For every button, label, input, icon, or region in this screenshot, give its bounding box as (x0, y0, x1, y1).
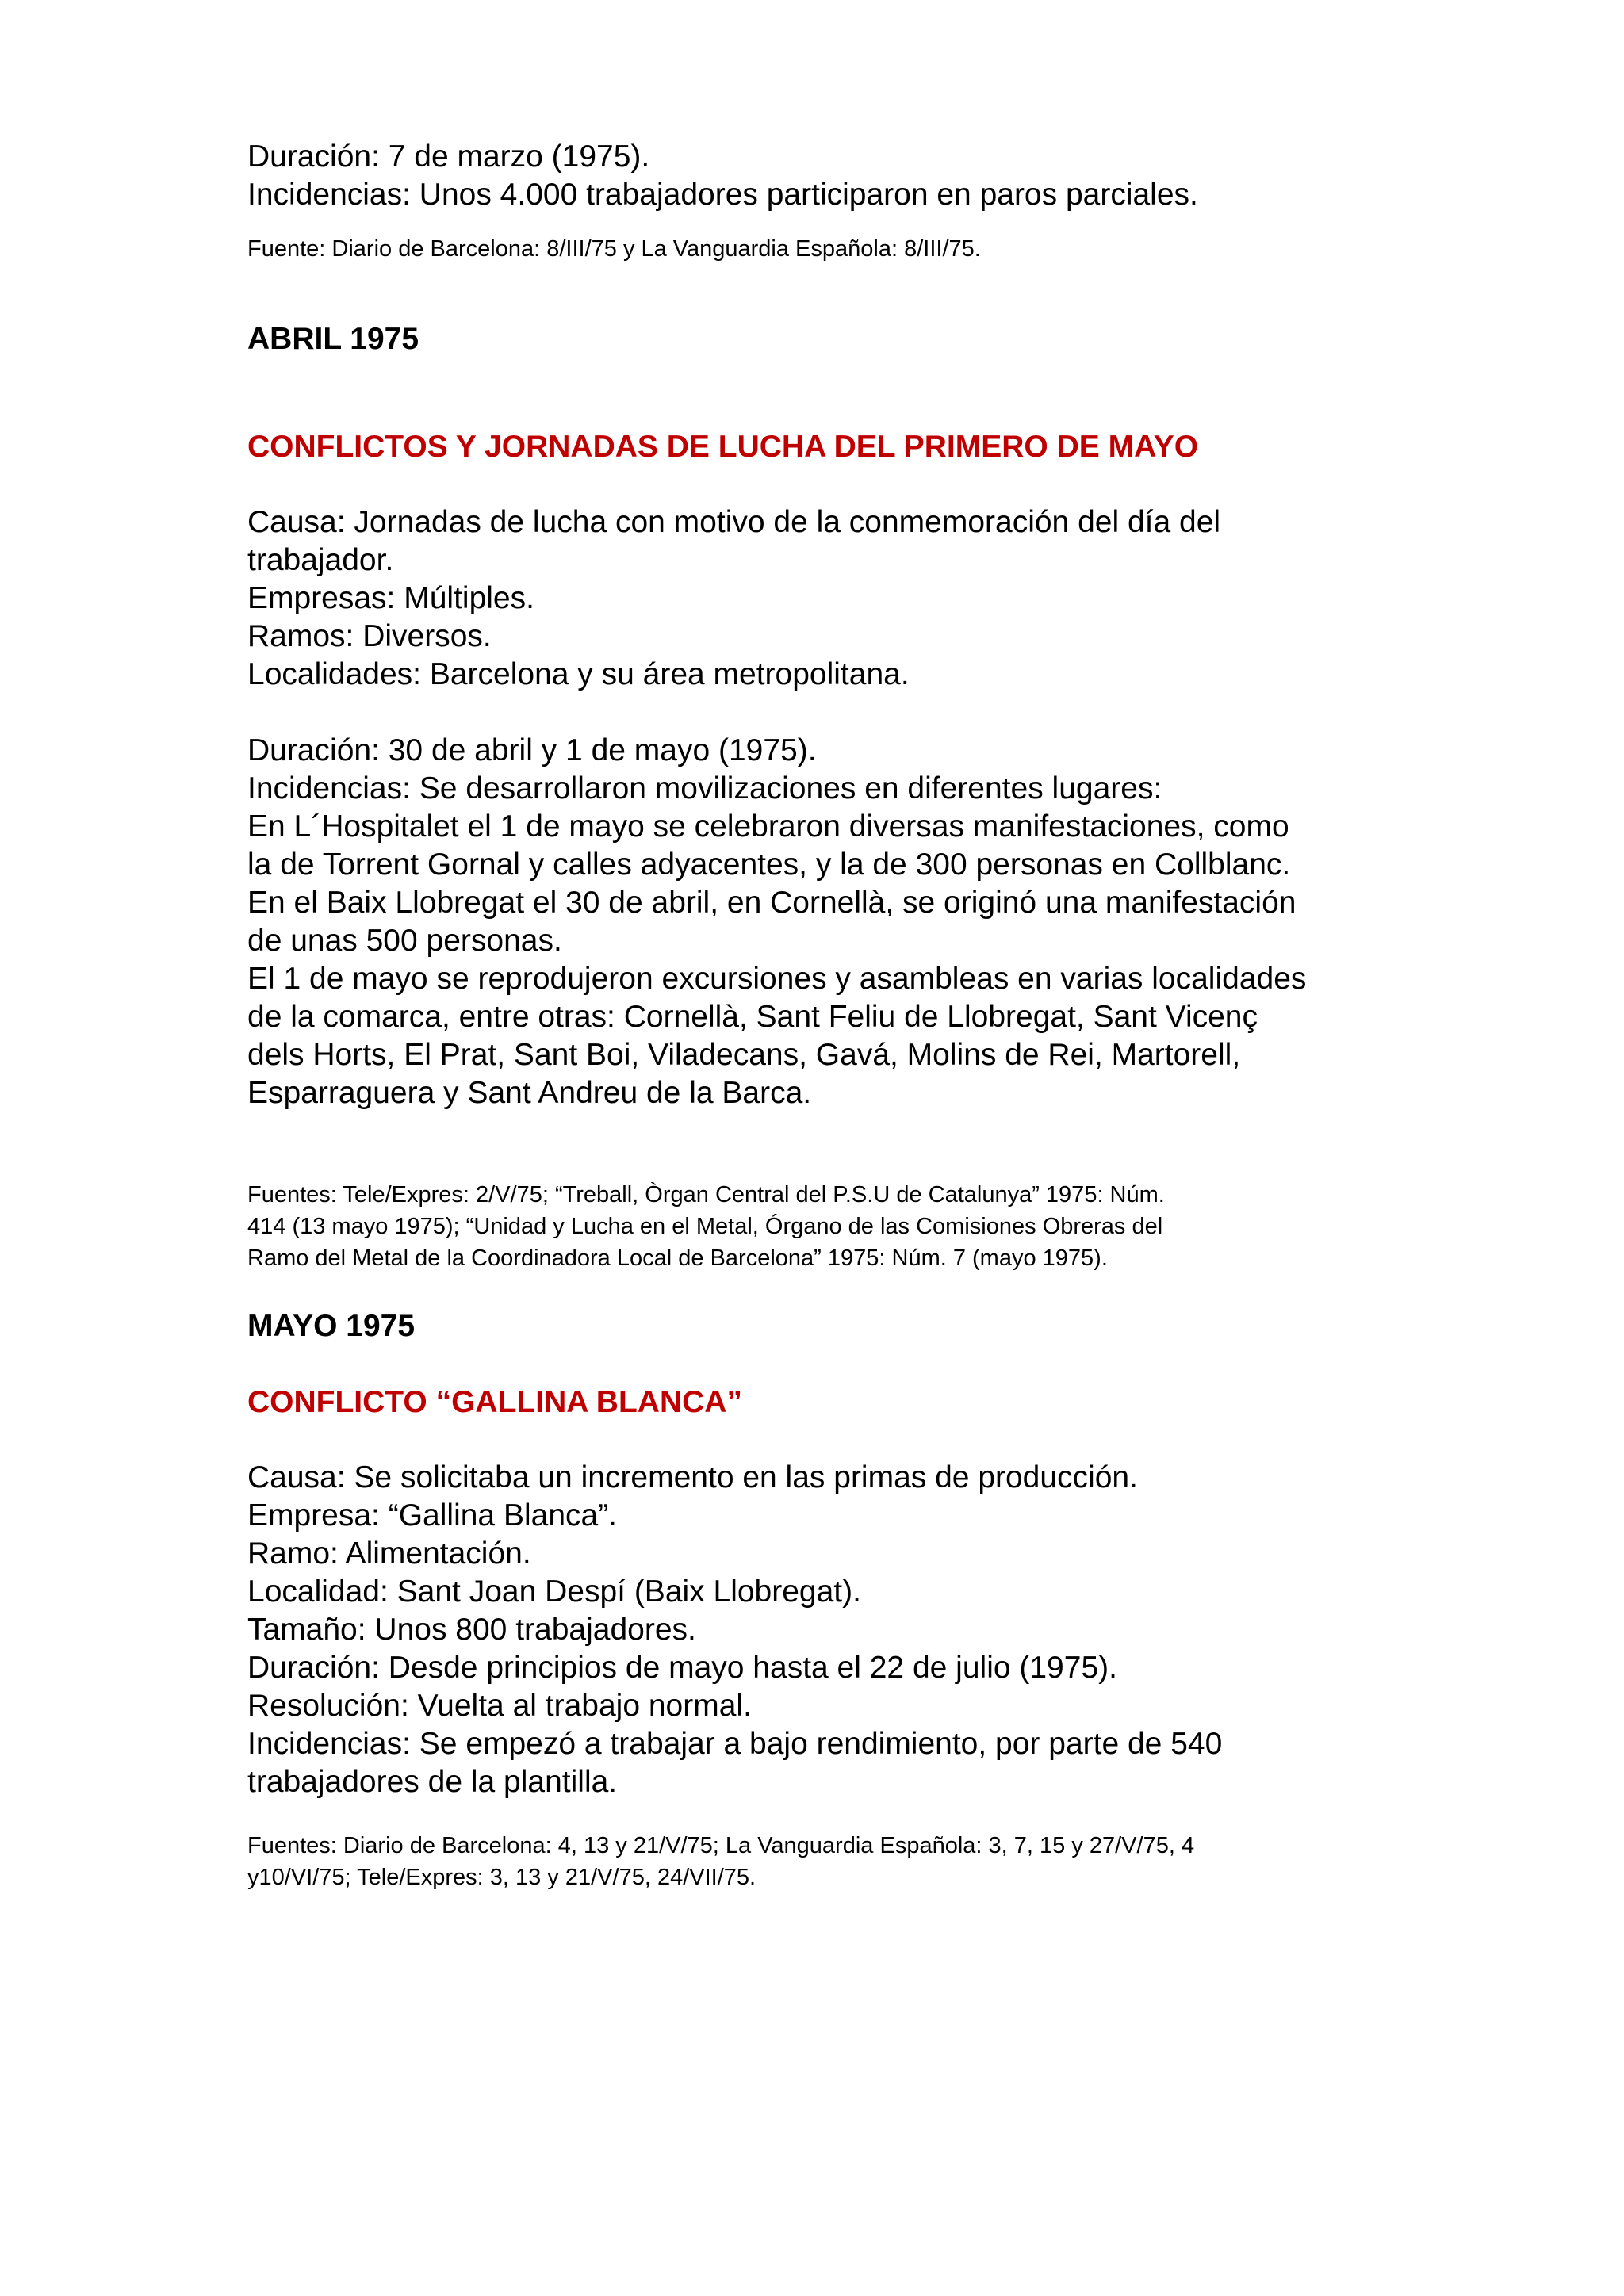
conflict-incidents-may-day (247, 732, 1389, 1112)
detail-line: Causa: Jornadas de lucha con motivo de la conmemoración del día del (247, 505, 1221, 539)
detail-line: Empresas: Múltiples. (247, 581, 534, 615)
previous-conflict-block (247, 138, 1389, 265)
sources-line: Fuentes: Diario de Barcelona: 4, 13 y 21/V/75; La Vanguardia Española: 3, 7, 15 y 27/V/75, 4 (247, 1833, 1195, 1858)
incident-line: dels Horts, El Prat, Sant Boi, Viladecans, Gavá, Molins de Rei, Martorell, (247, 1038, 1241, 1072)
incident-line: Esparraguera y Sant Andreu de la Barca. (247, 1076, 812, 1110)
detail-line: Incidencias: Se empezó a trabajar a bajo rendimiento, por parte de 540 (247, 1727, 1223, 1761)
incident-line: El 1 de mayo se reprodujeron excursiones y asambleas en varias localidades (247, 962, 1307, 996)
document-page (247, 138, 1389, 1893)
conflict-details-gallina-blanca (247, 1459, 1389, 1801)
detail-line: trabajador. (247, 543, 394, 577)
sources-line: 414 (13 mayo 1975); “Unidad y Lucha en el Metal, Órgano de las Comisiones Obreras del (247, 1214, 1163, 1239)
detail-line: Localidades: Barcelona y su área metropolitana. (247, 657, 910, 691)
incident-line: de la comarca, entre otras: Cornellà, Sant Feliu de Llobregat, Sant Vicenç (247, 1000, 1258, 1034)
conflict-title-may-day: CONFLICTOS Y JORNADAS DE LUCHA DEL PRIMERO DE MAYO (247, 430, 1199, 464)
detail-line: Empresa: “Gallina Blanca”. (247, 1498, 618, 1533)
conflict-details-may-day (247, 503, 1389, 694)
sources-may-day (247, 1179, 1389, 1274)
incident-line: Incidencias: Se desarrollaron movilizaciones en diferentes lugares: (247, 771, 1162, 806)
detail-line: Localidad: Sant Joan Despí (Baix Llobregat). (247, 1575, 861, 1609)
sources-gallina-blanca (247, 1830, 1389, 1893)
detail-line: Resolución: Vuelta al trabajo normal. (247, 1689, 752, 1723)
detail-line: Ramos: Diversos. (247, 619, 492, 653)
incident-line: En el Baix Llobregat el 30 de abril, en Cornellà, se originó una manifestación (247, 886, 1297, 920)
detail-line: trabajadores de la plantilla. (247, 1765, 618, 1799)
incident-line: Duración: 30 de abril y 1 de mayo (1975). (247, 733, 817, 767)
incidents-line: Incidencias: Unos 4.000 trabajadores participaron en paros parciales. (247, 178, 1198, 212)
detail-line: Causa: Se solicitaba un incremento en las primas de producción. (247, 1460, 1138, 1494)
month-heading-april: ABRIL 1975 (247, 322, 419, 356)
incident-line: la de Torrent Gornal y calles adyacentes, y la de 300 personas en Collblanc. (247, 848, 1291, 882)
detail-line: Duración: Desde principios de mayo hasta el 22 de julio (1975). (247, 1651, 1117, 1685)
detail-line: Tamaño: Unos 800 trabajadores. (247, 1613, 696, 1647)
sources-line: Ramo del Metal de la Coordinadora Local de Barcelona” 1975: Núm. 7 (mayo 1975). (247, 1246, 1108, 1271)
source-note: Fuente: Diario de Barcelona: 8/III/75 y La Vanguardia Española: 8/III/75. (247, 236, 981, 262)
detail-line: Ramo: Alimentación. (247, 1536, 531, 1571)
duration-line: Duración: 7 de marzo (1975). (247, 140, 650, 174)
sources-line: Fuentes: Tele/Expres: 2/V/75; “Treball, Òrgan Central del P.S.U de Catalunya” 1975: Núm. (247, 1182, 1165, 1207)
sources-line: y10/VI/75; Tele/Expres: 3, 13 y 21/V/75, 24/VII/75. (247, 1865, 756, 1890)
month-heading-may: MAYO 1975 (247, 1309, 416, 1343)
conflict-title-gallina-blanca: CONFLICTO “GALLINA BLANCA” (247, 1385, 742, 1419)
incident-line: de unas 500 personas. (247, 924, 562, 958)
incident-line: En L´Hospitalet el 1 de mayo se celebraron diversas manifestaciones, como (247, 809, 1289, 844)
